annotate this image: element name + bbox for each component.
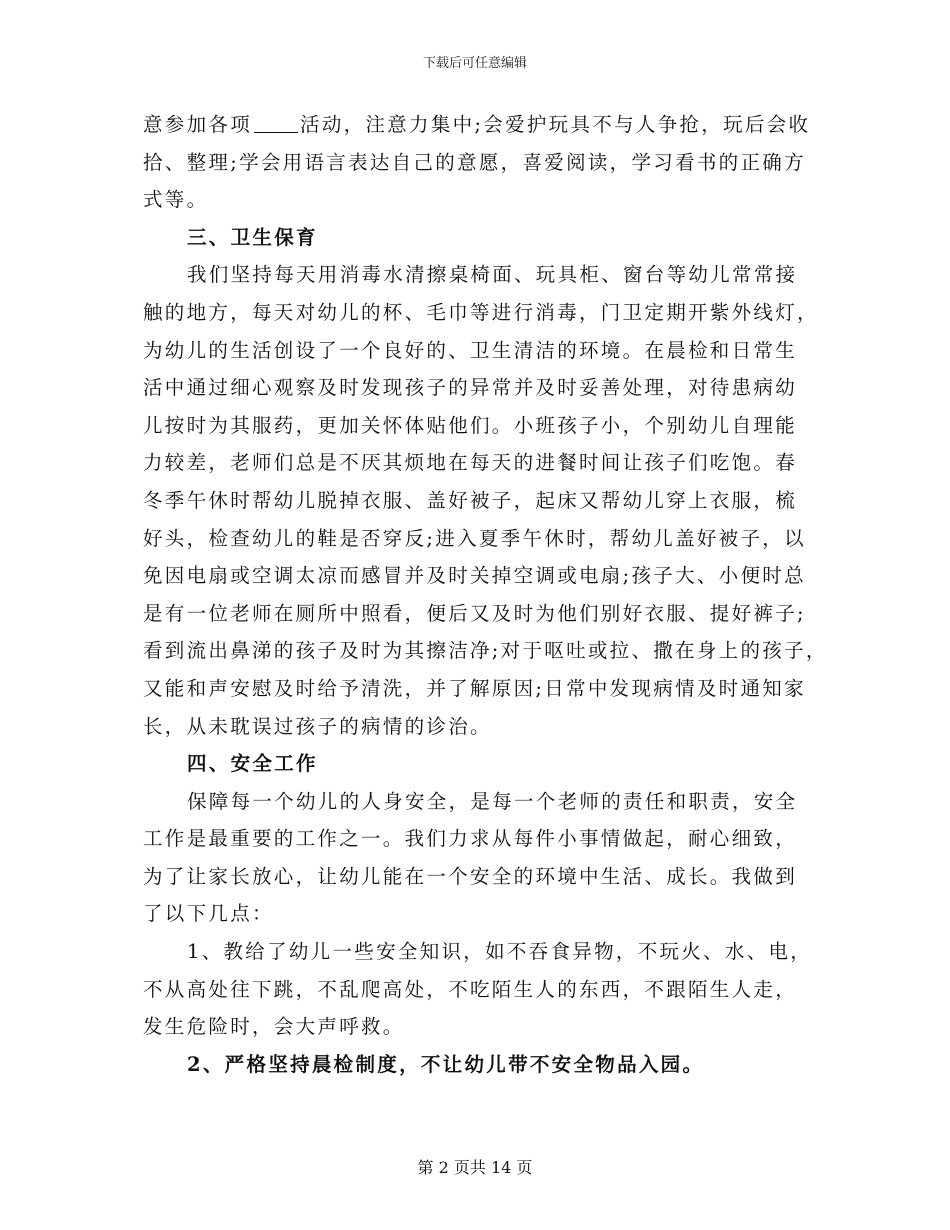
page-header: 下载后可任意编辑 [422, 56, 527, 71]
paragraph-line: 了以下几点： [143, 902, 274, 926]
fill-in-blank [254, 112, 298, 133]
paragraph-line: 长，从未耽误过孩子的病情的诊治。 [143, 714, 492, 738]
paragraph-line [143, 106, 823, 144]
document-body [143, 106, 828, 1083]
section-heading-safety: 四、安全工作 [187, 752, 318, 776]
paragraph-line: 免因电扇或空调太凉而感冒并及时关掉空调或电扇;孩子大、小便时总 [143, 564, 806, 588]
paragraph-line: 活中通过细心观察及时发现孩子的异常并及时妥善处理，对待患病幼 [143, 376, 798, 400]
paragraph-line: 为幼儿的生活创设了一个良好的、卫生清洁的环境。在晨检和日常生 [143, 338, 798, 362]
section-heading-hygiene: 三、卫生保育 [187, 225, 318, 249]
paragraph-line: 不从高处往下跳，不乱爬高处，不吃陌生人的东西，不跟陌生人走， [143, 977, 798, 1001]
paragraph-line: 拾、整理;学会用语言表达自己的意愿，喜爱阅读，学习看书的正确方 [143, 150, 806, 174]
paragraph-line: 力较差，老师们总是不厌其烦地在每天的进餐时间让孩子们吃饱。春 [143, 451, 798, 475]
paragraph-line: 1、教给了幼儿一些安全知识，如不吞食异物，不玩火、水、电， [187, 940, 813, 964]
paragraph-line: 为了让家长放心，让幼儿能在一个安全的环境中生活、成长。我做到 [143, 864, 798, 888]
paragraph-line: 我们坚持每天用消毒水清擦桌椅面、玩具柜、窗台等幼儿常常接 [187, 263, 798, 287]
paragraph-line: 是有一位老师在厕所中照看，便后又及时为他们别好衣服、提好裤子; [143, 601, 806, 625]
paragraph-line: 式等。 [143, 188, 209, 212]
paragraph-line: 发生危险时，会大声呼救。 [143, 1015, 405, 1039]
page-footer: 第 2 页共 14 页 [417, 1158, 533, 1177]
paragraph-line: 儿按时为其服药，更加关怀体贴他们。小班孩子小，个别幼儿自理能 [143, 413, 798, 437]
paragraph-line: 又能和声安慰及时给予清洗，并了解原因;日常中发现病情及时通知家 [143, 676, 806, 700]
paragraph-line: 保障每一个幼儿的人身安全，是每一个老师的责任和职责，安全 [187, 789, 798, 813]
paragraph-line: 好头，检查幼儿的鞋是否穿反;进入夏季午休时，帮幼儿盖好被子，以 [143, 526, 806, 550]
bold-list-item: 2、严格坚持晨检制度，不让幼儿带不安全物品入园。 [187, 1052, 705, 1076]
text-fragment: 意参加各项 [143, 113, 253, 136]
paragraph-line: 工作是最重要的工作之一。我们力求从每件小事情做起，耐心细致， [143, 827, 798, 851]
paragraph-line: 看到流出鼻涕的孩子及时为其擦洁净;对于呕吐或拉、撒在身上的孩子， [143, 639, 828, 663]
text-fragment: 活动，注意力集中;会爱护玩具不与人争抢，玩后会收 [300, 113, 811, 136]
paragraph-line: 冬季午休时帮幼儿脱掉衣服、盖好被子，起床又帮幼儿穿上衣服，梳 [143, 488, 798, 512]
paragraph-line: 触的地方，每天对幼儿的杯、毛巾等进行消毒，门卫定期开紫外线灯， [143, 300, 819, 324]
